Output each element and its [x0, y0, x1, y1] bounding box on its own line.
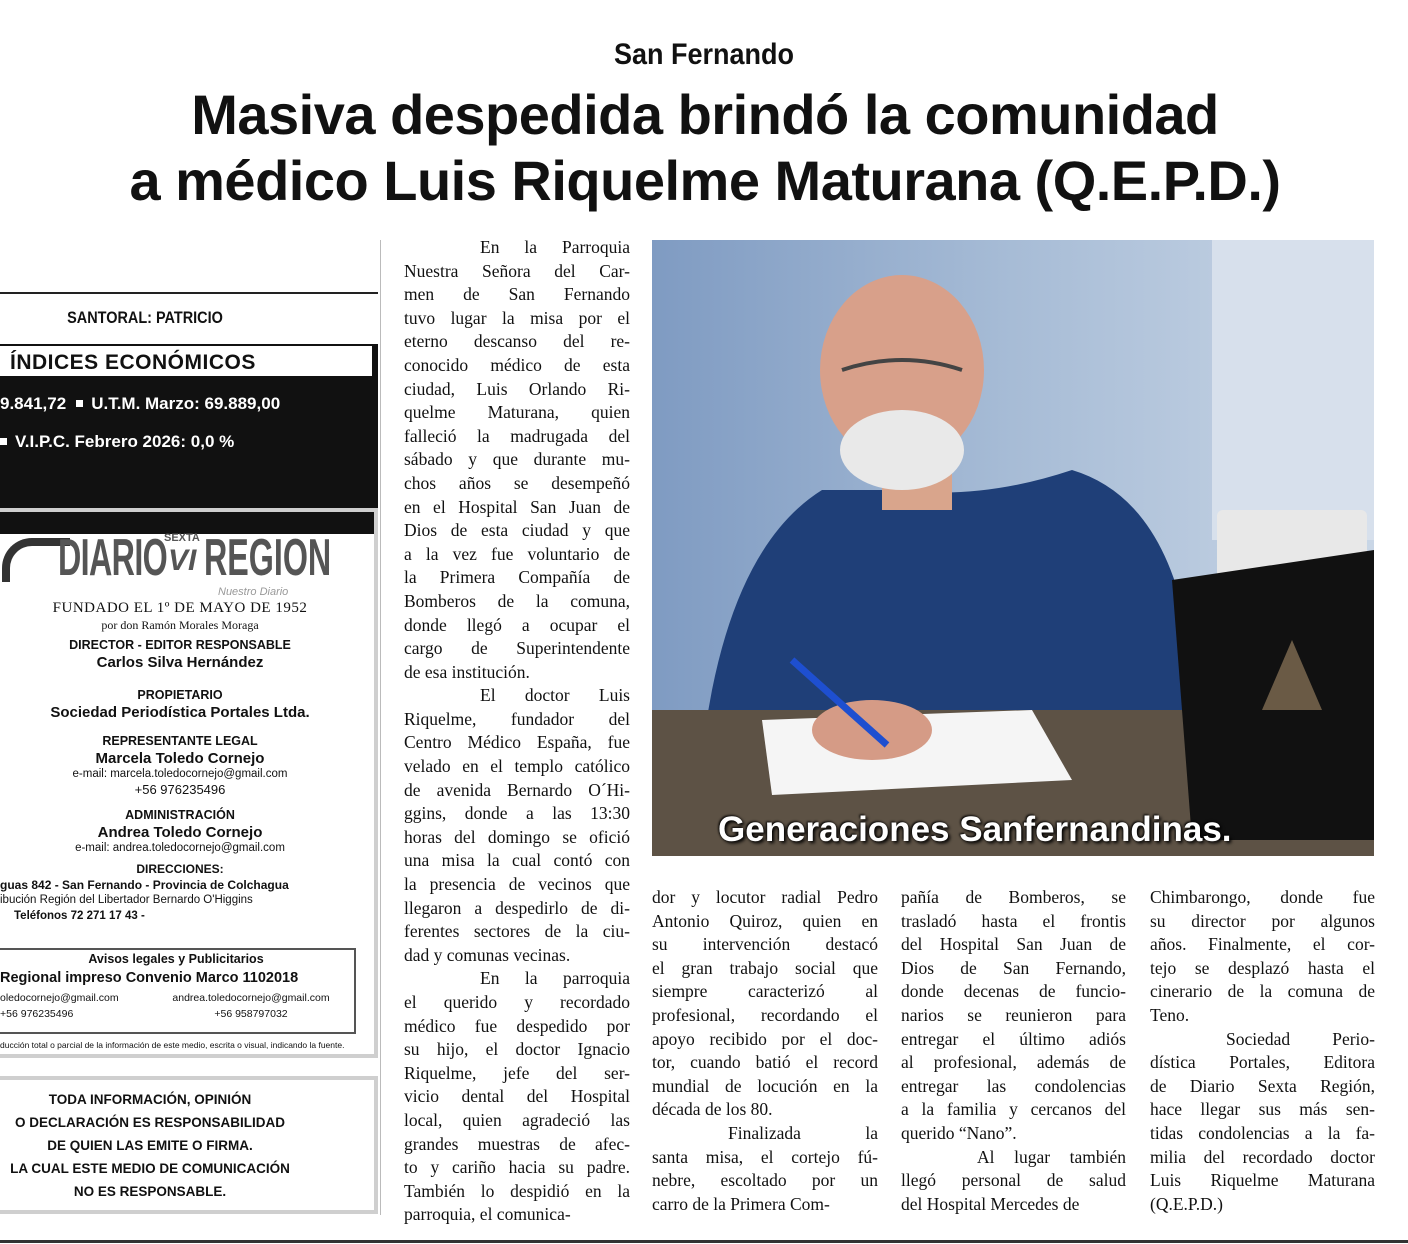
representante-label: REPRESENTANTE LEGAL	[102, 734, 258, 748]
article-line: años. Finalmente, el cor-	[1150, 934, 1375, 955]
article-line: Luis Riquelme Maturana	[1150, 1170, 1375, 1191]
section-kicker: San Fernando	[613, 38, 795, 71]
article-line: entregar las condolencias	[901, 1075, 1126, 1096]
sidebar-top-rule	[0, 292, 378, 294]
article-column-3	[901, 886, 1126, 1216]
article-line: pañía de Bomberos, se	[901, 887, 1126, 907]
article-line: su intervención destacó	[652, 934, 878, 955]
article-line: (Q.E.P.D.)	[1150, 1193, 1223, 1214]
article-line: Nuestra Señora del Car-	[404, 260, 630, 281]
resp-line-2: O DECLARACIÓN ES RESPONSABILIDAD	[14, 1115, 286, 1130]
article-line: local, quien agradeció las	[404, 1109, 630, 1130]
logo-sexta: SEXTA	[164, 532, 200, 544]
article-line: chos años se desempeñó	[404, 472, 630, 493]
article-line: ggins, donde a las 13:30	[404, 803, 630, 824]
resp-line-4: LA CUAL ESTE MEDIO DE COMUNICACIÓN	[10, 1161, 290, 1176]
avisos-phone-2: +56 958797032	[214, 1008, 288, 1020]
article-line: milia del recordado doctor	[1150, 1146, 1375, 1167]
logo-vi: VI	[168, 544, 197, 577]
article-line: Dios de San Fernando,	[901, 957, 1126, 978]
article-line: dística Portales, Editora	[1150, 1052, 1375, 1073]
article-line: tor, cuando batió el record	[652, 1052, 878, 1073]
article-line: llegó personal de salud	[901, 1170, 1126, 1191]
article-line: dor y locutor radial Pedro	[652, 887, 878, 907]
article-line: conocido médico de esta	[404, 354, 630, 375]
bottom-rule	[0, 1240, 1408, 1243]
fundado: FUNDADO EL 1º DE MAYO DE 1952	[52, 600, 308, 616]
article-line: mundial de locución en la	[652, 1075, 878, 1096]
article-line: eterno descanso del re-	[404, 331, 630, 352]
article-line: siempre caracterizó al	[652, 981, 878, 1002]
director-label: DIRECTOR - EDITOR RESPONSABLE	[69, 638, 291, 652]
article-line: El doctor Luis	[480, 685, 630, 706]
article-line: santa misa, el cortejo fú-	[652, 1146, 878, 1167]
photo-caption: Generaciones Sanfernandinas.	[718, 810, 1232, 849]
article-line: vicio dental del Hospital	[404, 1086, 630, 1107]
article-line: entregar el último adiós	[901, 1028, 1126, 1049]
article-line: donde llegó a ocupar el	[404, 614, 630, 635]
responsabilidad-box	[0, 1076, 378, 1214]
article-line: También lo despidió en la	[404, 1180, 630, 1201]
representante-email: e-mail: marcela.toledocornejo@gmail.com	[72, 768, 288, 780]
article-line: grandes muestras de afec-	[404, 1133, 630, 1154]
article-column-4	[1150, 886, 1375, 1216]
direccion-1: guas 842 - San Fernando - Provincia de Colchagua	[0, 878, 289, 892]
article-line: trasladó hasta el frontis	[901, 910, 1126, 931]
article-line: el querido y recordado	[404, 992, 630, 1012]
article-line: el gran trabajo social que	[652, 957, 878, 978]
headline-line-2: a médico Luis Riquelme Maturana (Q.E.P.D.)	[129, 149, 1281, 212]
avisos-phone-1: +56 976235496	[0, 1008, 74, 1020]
article-line: la Primera Compañía de	[404, 567, 630, 588]
column-divider	[380, 240, 381, 1215]
article-line: ferentes sectores de la ciu-	[404, 921, 630, 942]
article-line: Finalizada la	[728, 1122, 878, 1143]
indices-line-1	[0, 394, 280, 414]
article-line: Centro Médico España, fue	[404, 732, 630, 753]
article-line: al profesional, además de	[901, 1052, 1126, 1073]
doctor-photo-illustration	[652, 240, 1374, 856]
article-line: Chimbarongo, donde fue	[1150, 887, 1375, 907]
article-line: del Hospital San Juan de	[901, 934, 1126, 955]
article-line: querido “Nano”.	[901, 1122, 1017, 1143]
telefonos: Teléfonos 72 271 17 43 -	[14, 910, 145, 922]
article-line: a la vez fue voluntario de	[404, 543, 630, 564]
article-photo	[652, 240, 1374, 856]
article-line: en el Hospital San Juan de	[404, 496, 630, 517]
article-column-2	[652, 886, 878, 1216]
article-line: to y cariño hacia su padre.	[404, 1157, 630, 1178]
article-line: donde decenas de funcio-	[901, 981, 1126, 1002]
propietario-name: Sociedad Periodística Portales Ltda.	[50, 704, 310, 721]
article-line: Sociedad Perio-	[1226, 1028, 1375, 1049]
article-line: llegaron a despedirlo de di-	[404, 897, 630, 918]
utm-value: U.T.M. Marzo: 69.889,00	[91, 394, 281, 413]
article-line: Antonio Quiroz, quien en	[652, 910, 878, 931]
article-line: ciudad, Luis Orlando Ri-	[404, 378, 630, 399]
article-line: Al lugar también	[977, 1146, 1126, 1167]
direccion-2: ibución Región del Libertador Bernardo O'Higgins	[0, 894, 253, 906]
article-line: tuvo lugar la misa por el	[404, 307, 630, 328]
article-line: En la Parroquia	[480, 237, 630, 257]
article-line: hace llegar sus más sen-	[1150, 1099, 1375, 1120]
fundador: por don Ramón Morales Moraga	[101, 618, 259, 632]
avisos-label: Avisos legales y Publicitarios	[88, 952, 264, 966]
article-line: carro de la Primera Com-	[652, 1193, 830, 1214]
article-line: quelme Maturana, quien	[404, 402, 630, 423]
article-line: a la familia y cercanos del	[901, 1099, 1126, 1120]
article-line: la presencia de vecinos que	[404, 874, 630, 895]
article-line: de avenida Bernardo O´Hi-	[404, 779, 630, 800]
article-line: Riquelme, jefe del ser-	[404, 1062, 630, 1083]
indices-title: ÍNDICES ECONÓMICOS	[0, 344, 374, 378]
article-line: velado en el templo católico	[404, 756, 630, 777]
article-line: profesional, recordando el	[652, 1004, 878, 1025]
logo-tagline: Nuestro Diario	[218, 586, 289, 598]
article-line: tejo se desplazó hasta el	[1150, 957, 1375, 978]
article-line: men de San Fernando	[404, 284, 630, 305]
article-line: Teno.	[1150, 1004, 1190, 1025]
headline	[20, 82, 1390, 214]
article-line: su hijo, el doctor Ignacio	[404, 1039, 630, 1060]
article-line: del Hospital Mercedes de	[901, 1193, 1080, 1214]
article-line: de Diario Sexta Región,	[1150, 1075, 1375, 1096]
avisos-box	[0, 948, 356, 1034]
economic-indices-box	[0, 344, 378, 534]
indices-line-2	[0, 432, 234, 452]
administracion-label: ADMINISTRACIÓN	[125, 808, 235, 822]
bullet-icon	[76, 400, 83, 407]
article-line: cinerario de la comuna de	[1150, 981, 1375, 1002]
article-line: dad y comunas vecinas.	[404, 944, 571, 965]
article-line: sábado y que durante mu-	[404, 449, 630, 470]
avisos-email-1: oledocornejo@gmail.com	[0, 992, 119, 1004]
propietario-label: PROPIETARIO	[137, 688, 223, 702]
article-line: década de los 80.	[652, 1099, 773, 1120]
article-line: apoyo recibido por el doc-	[652, 1028, 878, 1049]
article-line: Dios de esta ciudad y que	[404, 520, 630, 541]
article-line: En la parroquia	[480, 968, 630, 989]
beard	[840, 410, 964, 490]
article-line: narios se reunieron para	[901, 1004, 1126, 1025]
administracion-name: Andrea Toledo Cornejo	[97, 824, 263, 841]
resp-line-1: TODA INFORMACIÓN, OPINIÓN	[48, 1092, 252, 1107]
article-line: una misa la cual contó con	[404, 850, 630, 871]
article-line: Bomberos de la comuna,	[404, 590, 630, 611]
santoral: SANTORAL: PATRICIO	[67, 308, 223, 327]
reproduccion-notice: ducción total o parcial de la información de este medio, escrita o visual, indicando la fuente.	[0, 1040, 345, 1050]
article-line: Riquelme, fundador del	[404, 708, 630, 729]
logo-region: REGION	[204, 529, 332, 587]
article-line: parroquia, el comunica-	[404, 1204, 571, 1225]
article-line: de esa institución.	[404, 661, 530, 682]
resp-line-5: NO ES RESPONSABLE.	[73, 1184, 227, 1199]
administracion-email: e-mail: andrea.toledocornejo@gmail.com	[75, 842, 285, 854]
bullet-icon	[0, 438, 7, 445]
article-line: su director por algunos	[1150, 910, 1375, 931]
article-line: nebre, escoltado por un	[652, 1170, 878, 1191]
avisos-email-2: andrea.toledocornejo@gmail.com	[172, 992, 330, 1004]
logo-diario: DIARIO	[58, 529, 168, 587]
article-line: horas del domingo se ofició	[404, 826, 630, 847]
article-line: falleció la madrugada del	[404, 425, 630, 446]
article-column-1	[404, 236, 630, 1227]
indices-value-a: 9.841,72	[0, 394, 67, 413]
wall-right	[1212, 240, 1374, 540]
article-line: cargo de Superintendente	[404, 638, 630, 659]
director-name: Carlos Silva Hernández	[96, 654, 264, 671]
direcciones-label: DIRECCIONES:	[136, 862, 224, 876]
representante-name: Marcela Toledo Cornejo	[95, 750, 265, 767]
masthead-box	[0, 508, 378, 1058]
avisos-convenio: Regional impreso Convenio Marco 1102018	[0, 970, 299, 986]
headline-line-1: Masiva despedida brindó la comunidad	[191, 83, 1219, 146]
diario-logo	[0, 522, 332, 598]
article-line: médico fue despedido por	[404, 1015, 630, 1036]
vipc-value: V.I.P.C. Febrero 2026: 0,0 %	[15, 432, 235, 451]
resp-line-3: DE QUIEN LAS EMITE O FIRMA.	[47, 1138, 253, 1153]
article-line: tidas condolencias a la fa-	[1150, 1122, 1375, 1143]
representante-phone: +56 976235496	[134, 782, 226, 797]
